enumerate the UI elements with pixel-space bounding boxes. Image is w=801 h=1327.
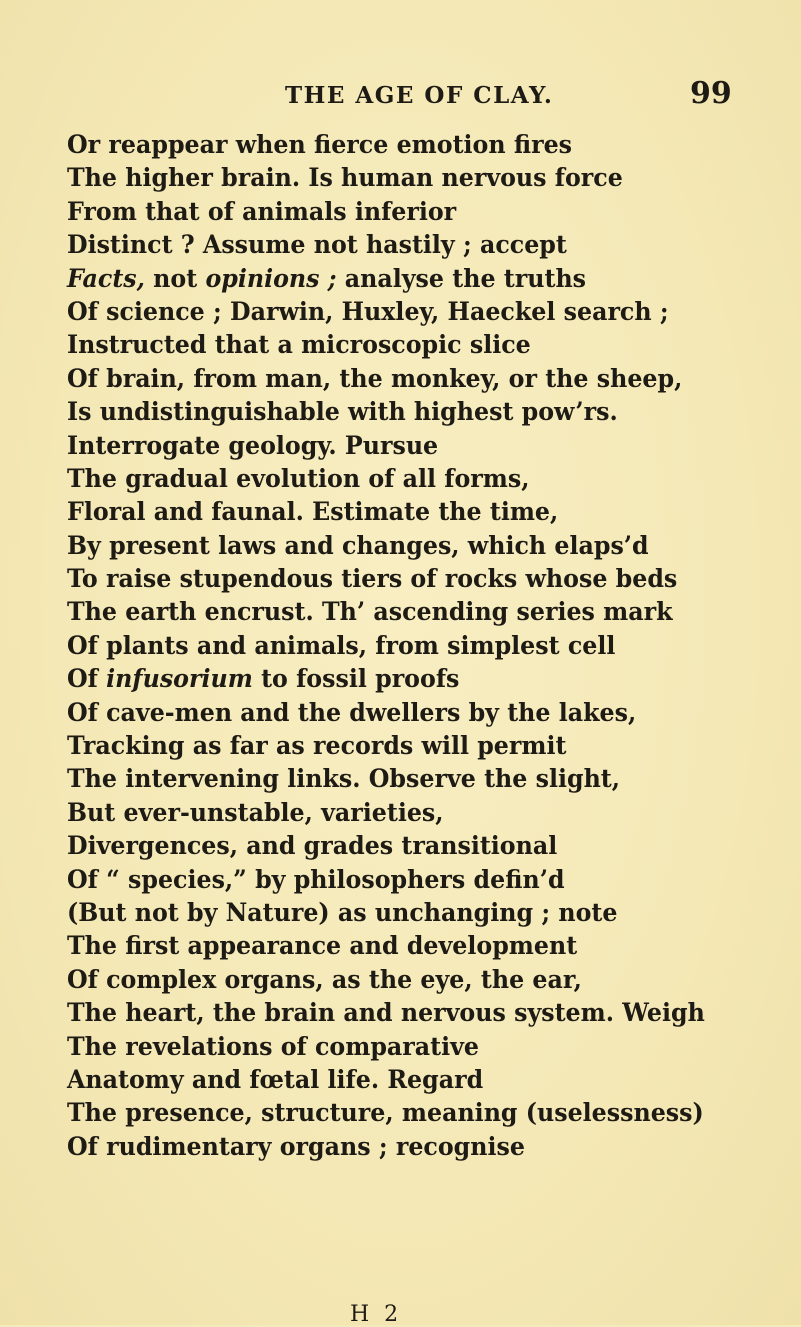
line-text: Divergences, and grades transitional bbox=[67, 831, 558, 862]
poem-text bbox=[67, 129, 787, 1164]
line-text: Of brain, from man, the monkey, or the sheep, bbox=[67, 363, 683, 394]
line-text: Floral and faunal. Estimate the time, bbox=[67, 497, 559, 528]
poem-line bbox=[67, 430, 737, 463]
printer-signature-mark: H 2 bbox=[350, 1302, 403, 1327]
poem-line bbox=[67, 1031, 737, 1064]
poem-line bbox=[67, 930, 737, 963]
poem-line bbox=[67, 329, 737, 362]
poem-line bbox=[67, 864, 737, 897]
line-text: to fossil proofs bbox=[252, 664, 460, 695]
line-text: not bbox=[144, 263, 206, 294]
line-text: By present laws and changes, which elaps’d bbox=[67, 530, 649, 561]
line-text: (But not by Nature) as unchanging ; note bbox=[67, 897, 618, 928]
line-text: Of “ species,” by philosophers defin’d bbox=[67, 864, 565, 895]
poem-line bbox=[67, 296, 737, 329]
line-text: analyse the truths bbox=[336, 263, 587, 294]
line-text: Of rudimentary organs ; recognise bbox=[67, 1131, 525, 1162]
poem-line bbox=[67, 162, 737, 195]
poem-line bbox=[67, 396, 737, 429]
line-text: From that of animals inferior bbox=[67, 196, 457, 227]
line-text: Of plants and animals, from simplest cell bbox=[67, 630, 616, 661]
poem-line bbox=[67, 1097, 737, 1130]
poem-line bbox=[67, 697, 737, 730]
line-text: Of cave-men and the dwellers by the lakes, bbox=[67, 697, 637, 728]
line-text: But ever-unstable, varieties, bbox=[67, 797, 444, 828]
poem-line bbox=[67, 797, 737, 830]
poem-line bbox=[67, 196, 737, 229]
poem-line bbox=[67, 763, 737, 796]
line-text: Of complex organs, as the eye, the ear, bbox=[67, 964, 582, 995]
poem-line bbox=[67, 229, 737, 262]
line-text: Interrogate geology. Pursue bbox=[67, 430, 439, 461]
line-text: Anatomy and fœtal life. Regard bbox=[67, 1064, 484, 1095]
line-text: Of science ; Darwin, Huxley, Haeckel search ; bbox=[67, 296, 669, 327]
line-text: The revelations of comparative bbox=[67, 1031, 479, 1062]
line-text: Tracking as far as records will permit bbox=[67, 731, 567, 762]
poem-line bbox=[67, 563, 737, 596]
line-text: Distinct ? Assume not hastily ; accept bbox=[67, 230, 567, 261]
poem-line bbox=[67, 363, 737, 396]
poem-line bbox=[67, 1131, 737, 1164]
line-text: Of bbox=[67, 664, 107, 695]
italic-text: opinions ; bbox=[205, 263, 337, 294]
line-text: To raise stupendous tiers of rocks whose beds bbox=[67, 564, 678, 595]
poem-line bbox=[67, 630, 737, 663]
line-text: The first appearance and development bbox=[67, 931, 578, 962]
poem-line bbox=[67, 496, 737, 529]
poem-line bbox=[67, 596, 737, 629]
line-text: The earth encrust. Th’ ascending series mark bbox=[67, 597, 673, 628]
page-number: 99 bbox=[690, 76, 732, 111]
poem-line bbox=[67, 897, 737, 930]
poem-line bbox=[67, 263, 737, 296]
line-text: The presence, structure, meaning (uselessness) bbox=[67, 1098, 704, 1129]
poem-line bbox=[67, 129, 737, 162]
poem-line bbox=[67, 997, 737, 1030]
poem-line bbox=[67, 463, 737, 496]
italic-text: infusorium bbox=[106, 664, 253, 695]
line-text: Instructed that a microscopic slice bbox=[67, 330, 531, 361]
poem-line bbox=[67, 964, 737, 997]
poem-line bbox=[67, 730, 737, 763]
line-text: The higher brain. Is human nervous force bbox=[67, 163, 623, 194]
running-title: THE AGE OF CLAY. bbox=[285, 82, 554, 109]
italic-text: Facts, bbox=[67, 263, 145, 294]
poem-line bbox=[67, 530, 737, 563]
line-text: Or reappear when fierce emotion fires bbox=[67, 130, 573, 160]
poem-line bbox=[67, 1064, 737, 1097]
poem-line bbox=[67, 663, 737, 696]
line-text: The intervening links. Observe the slight, bbox=[67, 764, 621, 795]
poem-line bbox=[67, 830, 737, 863]
line-text: Is undistinguishable with highest pow’rs. bbox=[67, 397, 618, 428]
line-text: The heart, the brain and nervous system. Weigh bbox=[67, 998, 705, 1029]
line-text: The gradual evolution of all forms, bbox=[67, 463, 530, 494]
